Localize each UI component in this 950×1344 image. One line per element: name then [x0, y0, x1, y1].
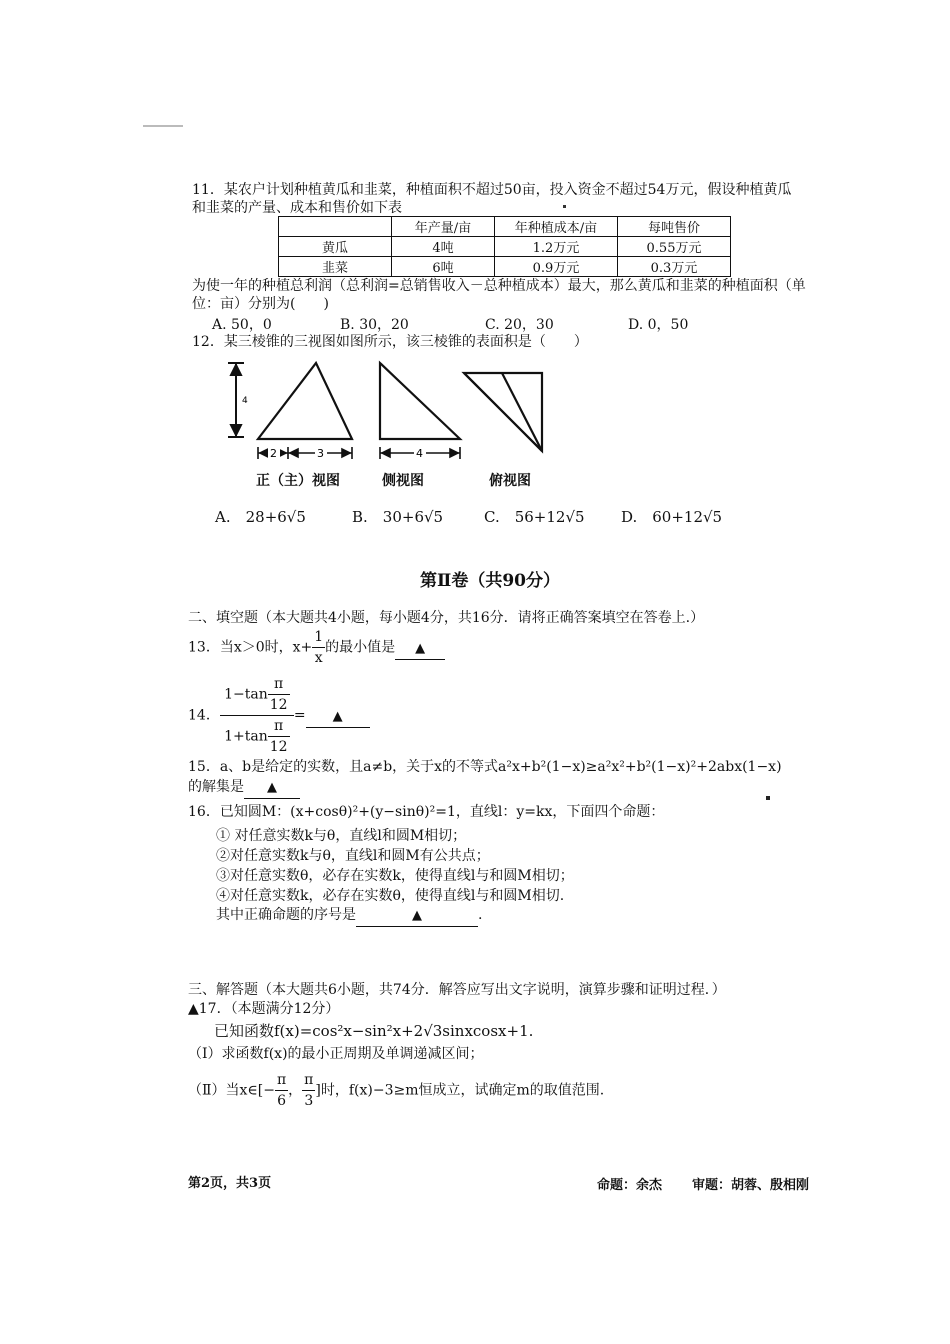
q17-p2-comma: ， — [288, 1082, 303, 1099]
three-view-diagram — [222, 355, 582, 465]
table-cell: 4吨 — [392, 237, 495, 257]
q17-p2-prefix: （Ⅱ）当x∈[− — [188, 1082, 275, 1099]
footer-reviewer: 审题：胡蓉、殷相刚 — [692, 1178, 810, 1193]
q13-fraction — [312, 627, 325, 668]
table-header-cell: 每吨售价 — [618, 217, 731, 237]
table-cell: 6吨 — [392, 257, 495, 277]
footer-page-number: 第2页，共3页 — [188, 1176, 272, 1191]
section-2-title: 第Ⅱ卷（共90分） — [420, 571, 560, 591]
q16-item-3: ③对任意实数θ，必存在实数k，使得直线l与和圆M相切； — [216, 868, 574, 884]
q11-line1: 11．某农户计划种植黄瓜和韭菜，种植面积不超过50亩，投入资金不超过54万元，假设种植黄瓜 — [192, 182, 792, 198]
q14-denominator — [220, 716, 294, 757]
q12-option-b: B. 30+6√5 — [352, 508, 444, 526]
solve-section-header: 三、解答题（本大题共6小题，共74分．解答应写出文字说明，演算步骤和证明过程．） — [188, 982, 726, 998]
top-view-shape — [464, 373, 542, 451]
q12-option-a: A. 28+6√5 — [215, 508, 306, 526]
table-header-cell: 年产量/亩 — [392, 217, 495, 237]
q14-numerator — [220, 674, 294, 716]
q17-title: ▲17．（本题满分12分） — [188, 1001, 340, 1017]
q16-item-2: ②对任意实数k与θ，直线l和圆M有公共点； — [216, 848, 490, 864]
q13-suffix: 的最小值是 — [325, 639, 396, 656]
table-header-row — [279, 217, 731, 237]
table-cell: 0.55万元 — [618, 237, 731, 257]
pi: π — [275, 1070, 288, 1091]
table-row — [279, 257, 731, 277]
pi: π — [268, 674, 290, 695]
q16-item-1: ① 对任意实数k与θ，直线l和圆M相切； — [216, 828, 467, 844]
q11-option-d: D. 0，50 — [628, 317, 689, 333]
q14-den-text: 1+tan — [224, 728, 268, 745]
front-view-label: 正（主）视图 — [256, 473, 340, 489]
twelve: 12 — [269, 697, 288, 713]
table-row — [279, 237, 731, 257]
table-cell: 韭菜 — [279, 257, 392, 277]
scan-speck — [143, 125, 183, 127]
q16-line1: 16．已知圆M：(x+cosθ)²+(y−sinθ)²=1，直线l：y=kx，下面四个命题： — [188, 804, 665, 820]
q11-option-b: B. 30，20 — [340, 317, 409, 333]
table-cell: 0.3万元 — [618, 257, 731, 277]
front-dim-label-2: 2 — [270, 447, 277, 460]
q15-answer-blank[interactable]: ▲ — [244, 778, 300, 799]
top-view-label: 俯视图 — [489, 473, 531, 489]
q14-fraction — [220, 674, 294, 757]
q11-line3: 为使一年的种植总利润（总利润=总销售收入－总种植成本）最大，那么黄瓜和韭菜的种植面积（单 — [192, 278, 806, 294]
scan-speck — [563, 205, 566, 208]
q11-option-a: A. 50，0 — [212, 317, 272, 333]
q11-line2: 和韭菜的产量、成本和售价如下表 — [192, 200, 402, 216]
fill-section-header: 二、填空题（本大题共4小题，每小题4分，共16分．请将正确答案填空在答卷上.） — [188, 610, 705, 626]
q13-numerator: 1 — [312, 627, 325, 648]
q14-label: 14． — [188, 707, 220, 724]
side-dim-label: 4 — [416, 447, 423, 460]
q16-ask-text: 其中正确命题的序号是 — [216, 907, 356, 923]
table-header-cell — [279, 217, 392, 237]
q13-answer-blank[interactable]: ▲ — [395, 639, 445, 660]
footer-author: 命题：余杰 — [597, 1178, 663, 1193]
q14-equals: = — [293, 707, 306, 724]
q12-option-c: C. 56+12√5 — [484, 508, 585, 526]
q13-denominator: x — [314, 650, 323, 666]
pi: π — [268, 716, 290, 737]
front-dim-label-3: 3 — [317, 447, 324, 460]
q17-pi-over-3 — [302, 1070, 315, 1111]
twelve: 12 — [269, 739, 288, 755]
q16-ask — [216, 905, 482, 927]
side-view-triangle — [380, 363, 460, 439]
q17-p2-suffix: ]时，f(x)−3≥m恒成立，试确定m的取值范围. — [315, 1082, 605, 1099]
q15-line2 — [188, 777, 300, 799]
three: 3 — [304, 1093, 314, 1109]
q16-period: . — [478, 907, 483, 923]
table-cell: 黄瓜 — [279, 237, 392, 257]
pi: π — [302, 1070, 315, 1091]
table-cell: 0.9万元 — [495, 257, 618, 277]
scan-speck — [766, 796, 770, 800]
side-view-label: 侧视图 — [382, 473, 424, 489]
q13 — [188, 627, 445, 668]
q13-prefix: 13．当x＞0时，x+ — [188, 639, 313, 656]
q17-given: 已知函数f(x)=cos²x−sin²x+2√3sinxcosx+1. — [214, 1022, 534, 1040]
q11-data-table — [278, 216, 731, 277]
front-view-triangle — [258, 363, 352, 439]
height-label: 4 — [242, 396, 248, 406]
table-header-cell: 年种植成本/亩 — [495, 217, 618, 237]
q14 — [188, 674, 370, 757]
q12-option-d: D. 60+12√5 — [621, 508, 723, 526]
q11-option-c: C. 20，30 — [485, 317, 554, 333]
q14-answer-blank[interactable]: ▲ — [306, 707, 370, 728]
q17-part-1: （Ⅰ）求函数f(x)的最小正周期及单调递减区间； — [188, 1046, 484, 1062]
table-cell: 1.2万元 — [495, 237, 618, 257]
q14-pi-over-12 — [268, 716, 290, 757]
q16-answer-blank[interactable]: ▲ — [356, 906, 478, 927]
q17-part-2 — [188, 1070, 604, 1111]
q17-pi-over-6 — [275, 1070, 288, 1111]
q16-item-4: ④对任意实数k，必存在实数θ，使得直线l与和圆M相切. — [216, 888, 565, 904]
q12-stem: 12．某三棱锥的三视图如图所示，该三棱锥的表面积是（ ） — [192, 334, 588, 350]
q14-pi-over-12 — [268, 674, 290, 715]
q11-line4: 位：亩）分别为( ) — [192, 296, 329, 312]
q15-prefix: 的解集是 — [188, 779, 244, 795]
q15-line1: 15．a、b是给定的实数，且a≠b，关于x的不等式a²x+b²(1−x)≥a²x²+b²(1−x)²+2abx(1−x) — [188, 759, 782, 775]
q14-num-text: 1−tan — [224, 686, 268, 703]
six: 6 — [277, 1093, 287, 1109]
